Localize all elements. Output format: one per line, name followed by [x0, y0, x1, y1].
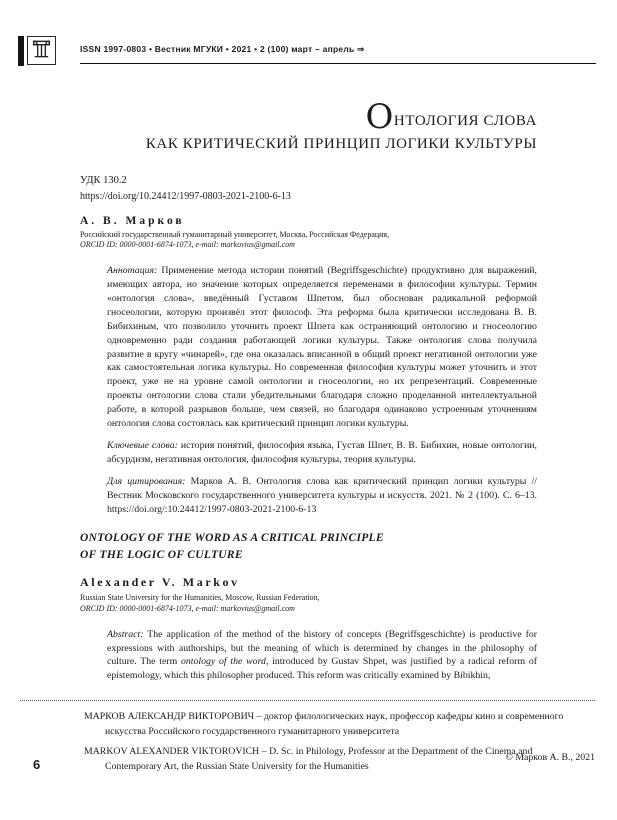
- column-capital-icon: [30, 37, 53, 65]
- author-orcid-en: ORCID ID: 0000-0001-6874-1073, e-mail: markovius@gmail.com: [80, 603, 295, 613]
- keywords-text: история понятий, философия языка, Густав Шпет, В. В. Бибихин, новые онтологии, абсурдизм, негативная онтология, философия культуры, теория культуры.: [107, 439, 538, 465]
- annotation-label: Аннотация:: [107, 265, 158, 277]
- author-orcid-ru: ORCID ID: 0000-0001-6874-1073, e-mail: markovius@gmail.com: [80, 240, 295, 250]
- title-dropcap: О: [365, 97, 394, 137]
- bio-en-text: – D. Sc. in Philology, Professor at the Department of the Cinema and Contemporary Art, the Russian State University for the Humanities: [105, 746, 533, 773]
- annotation-block: [107, 264, 537, 431]
- article-title-ru: [80, 97, 537, 157]
- issn-journal-line: ISSN 1997-0803 • Вестник МГУКИ • 2021 • 2 (100) март – апрель ⇒: [80, 44, 365, 54]
- abstract-label: Abstract:: [107, 628, 144, 640]
- citation-block: [107, 475, 537, 517]
- article-body: [80, 98, 537, 683]
- page-number: 6: [33, 757, 41, 772]
- journal-logo: [18, 36, 56, 66]
- dotted-separator: [20, 700, 595, 701]
- author-name-ru: А. В. Марков: [80, 214, 185, 227]
- bio-ru-text: – доктор филологических наук, профессор кафедры кино и современного искусства Российского государственного гуманитарного университета: [105, 711, 564, 737]
- title-en-line1: ONTOLOGY OF THE WORD AS A CRITICAL PRINCIPLE: [80, 531, 384, 544]
- udk-code: УДК 130.2: [80, 174, 127, 186]
- title-line2: КАК КРИТИЧЕСКИЙ ПРИНЦИП ЛОГИКИ КУЛЬТУРЫ: [145, 136, 537, 153]
- running-head: [80, 44, 596, 64]
- author-affiliation-en: Russian State University for the Humanities, Moscow, Russian Federation,: [80, 593, 320, 602]
- bio-ru-name: МАРКОВ АЛЕКСАНДР ВИКТОРОВИЧ: [84, 711, 255, 722]
- author-bios: [84, 710, 580, 781]
- abstract-block: [107, 628, 537, 684]
- title-line1: НТОЛОГИЯ СЛОВА: [393, 113, 537, 129]
- doi-link[interactable]: https://doi.org/10.24412/1997-0803-2021-2100-6-13: [80, 190, 291, 202]
- citation-text: Марков А. В. Онтология слова как критический принцип логики культуры // Вестник Московского государственного университета культуры и искусств. 2021. № 2 (100). С. 6–13. https://doi.org/:10.24412/1997-0803-2021-2100-6-13: [107, 475, 537, 515]
- annotation-text: Применение метода истории понятий (Begriffsgeschichte) продуктивно для выражений, имеющих автора, но значение которых определяется переменами в философии культуры. Термин «онтология слова», введённый Густавом Шпетом, был обоснован радикальной реформой гносеологии, которую произвёл этот философ. Эта реформа была критически исследована В. В. Бибихиным, что позволило уточнить проект Шпета как остраняющий онтологию и гносеологию одновременно ради создания работающей логики культуры. Также онтология слова получила развитие в кругу «чинарей», где она оказалась вписанной в общий проект негативной онтологии уже как самостоятельная логика культуры. Но современная философия культуры может уточнить и этот проект, уже не на уровне самой онтологии и гносеологии, но их репрезентаций. Современные проекты онтологии слова стали убедительными благодаря сложно проделанной интеллектуальной работе, в которой разрывов больше, чем связей, но благодаря одинаково устроенным уточнениям онтология слова состоялась как критический принцип логики культуры.: [107, 265, 537, 430]
- logo-box: [27, 36, 56, 65]
- abstract-part2: , introduced by Gustav Shpet, was justified by a radical reform of epistemology, which this philosopher produced. This reform was critically examined by Bibikhin,: [107, 656, 537, 682]
- author-name-en: Alexander V. Markov: [80, 575, 240, 589]
- logo-left-bar: [18, 36, 24, 66]
- abstract-part1: The application of the method of the history of concepts (Begriffsgeschichte) is productive for expressions with authorships, but the meaning of which is determined by changes in the philosophy of culture. The term: [107, 628, 537, 668]
- keywords-label: Ключевые слова:: [107, 439, 178, 451]
- bio-ru: [84, 710, 580, 739]
- citation-label: Для цитирования:: [107, 475, 186, 487]
- author-affiliation-ru: Российский государственный гуманитарный университет, Москва, Российская Федерация,: [80, 229, 390, 239]
- abstract-italic-term: ontology of the word: [180, 656, 266, 668]
- bio-en-name: MARKOV ALEXANDER VIKTOROVICH: [84, 746, 260, 758]
- article-title-en: [80, 530, 537, 565]
- title-en-line2: OF THE LOGIC OF CULTURE: [80, 548, 243, 561]
- keywords-block: [107, 439, 537, 467]
- copyright-notice: © Марков А. В., 2021: [505, 752, 595, 763]
